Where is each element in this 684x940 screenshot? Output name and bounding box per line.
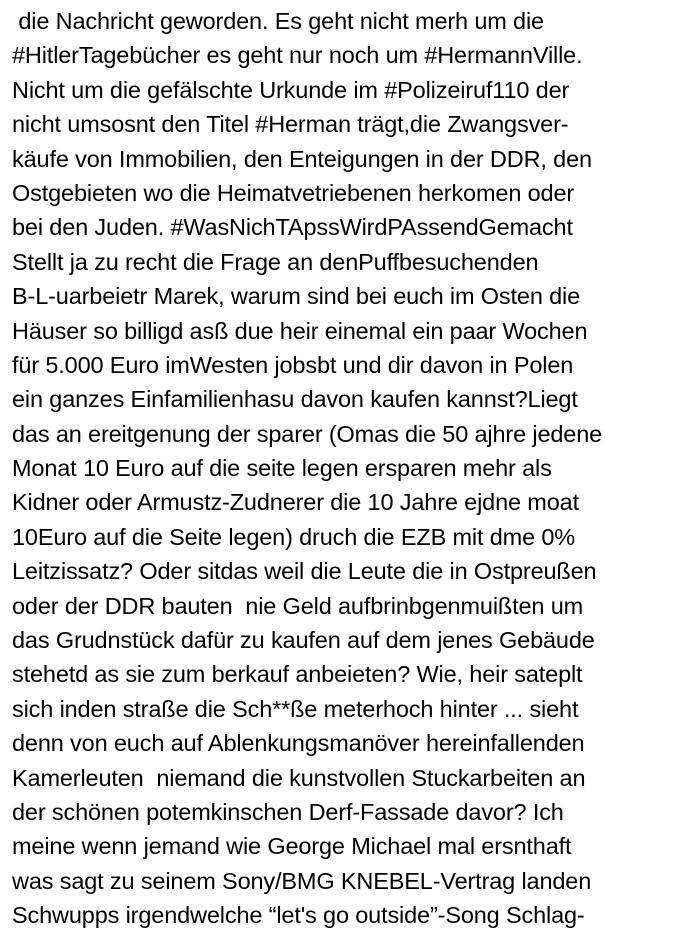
text-line: stehetd as sie zum berkauf anbeieten? Wie, heir sateplt bbox=[12, 661, 583, 688]
text-line: denn von euch auf Ablenkungsmanöver hereinfallenden bbox=[12, 730, 585, 757]
text-line: nicht umsosnt den Titel #Herman trägt,die Zwangsver- bbox=[12, 111, 569, 138]
text-line: #HitlerTagebücher es geht nur noch um #HermannVille. bbox=[12, 42, 583, 69]
text-line: für 5.000 Euro imWesten jobsbt und dir davon in Polen bbox=[12, 351, 574, 378]
text-line: das Grudnstück dafür zu kaufen auf dem jenes Gebäude bbox=[12, 627, 595, 654]
text-line: Stellt ja zu recht die Frage an denPuffbesuchenden bbox=[12, 248, 539, 275]
text-line: Monat 10 Euro auf die seite legen ersparen mehr als bbox=[12, 455, 552, 482]
text-line: Schwupps irgendwelche “let's go outside”-Song Schlag- bbox=[12, 902, 585, 929]
text-line: die Nachricht geworden. Es geht nicht merh um die bbox=[12, 8, 544, 34]
text-line: 10Euro auf die Seite legen) druch die EZB mit dme 0% bbox=[12, 523, 576, 550]
text-line: das an ereitgenung der sparer (Omas die 50 ajhre jedene bbox=[12, 420, 603, 447]
text-line: B-L-uarbeietr Marek, warum sind bei euch im Osten die bbox=[12, 283, 581, 310]
text-line: Häuser so billigd asß due heir einemal ein paar Wochen bbox=[12, 317, 588, 344]
text-line: ein ganzes Einfamilienhasu davon kaufen kannst?Liegt bbox=[12, 386, 578, 413]
text-line: was sagt zu seinem Sony/BMG KNEBEL-Vertrag landen bbox=[12, 867, 592, 894]
text-line: Leitzissatz? Oder sitdas weil die Leute die in Ostpreußen bbox=[12, 558, 597, 585]
text-line: bei den Juden. #WasNichTApssWirdPAssendGemacht bbox=[12, 214, 573, 241]
text-line: der schönen potemkinschen Derf-Fassade davor? Ich bbox=[12, 798, 564, 825]
text-line: Ostgebieten wo die Heimatvetriebenen herkomen oder bbox=[12, 179, 575, 206]
text-line: Kamerleuten niemand die kunstvollen Stuckarbeiten an bbox=[12, 764, 586, 791]
text-line: Kidner oder Armustz-Zudnerer die 10 Jahre ejdne moat bbox=[12, 489, 579, 516]
text-line: Nicht um die gefälschte Urkunde im #Polizeiruf110 der bbox=[12, 76, 570, 103]
text-line: meine wenn jemand wie George Michael mal ersnthaft bbox=[12, 833, 572, 860]
text-line: oder der DDR bauten nie Geld aufbrinbgenmuißten um bbox=[12, 592, 584, 619]
body-text bbox=[12, 4, 680, 933]
text-line: sich inden straße die Sch**ße meterhoch hinter ... sieht bbox=[12, 695, 579, 722]
text-line: käufe von Immobilien, den Enteigungen in der DDR, den bbox=[12, 145, 592, 172]
